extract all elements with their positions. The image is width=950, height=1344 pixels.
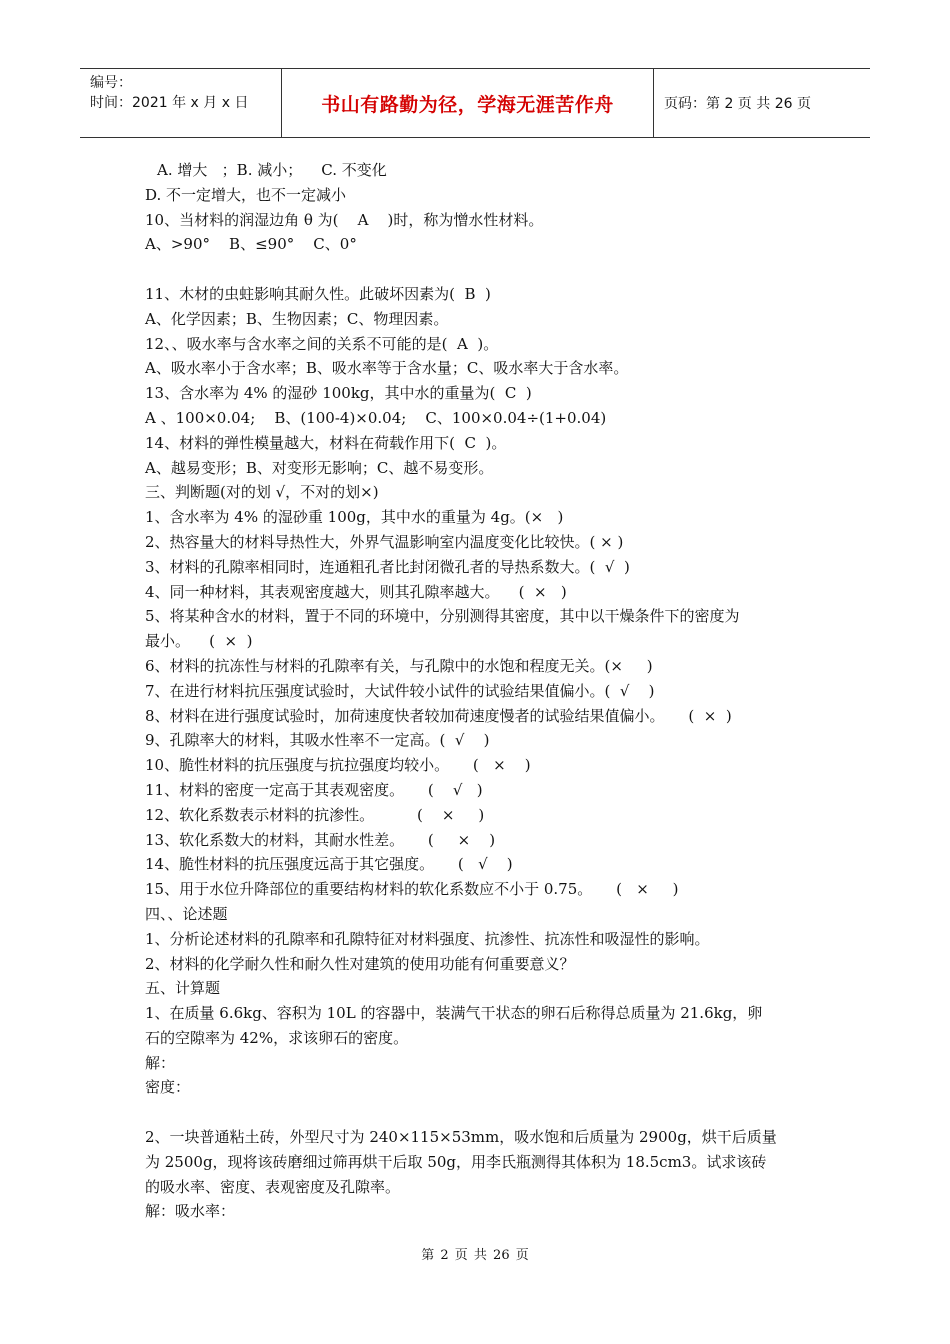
text-line: 解：: [145, 1053, 176, 1072]
text-line: 13、含水率为 4% 的湿砂 100kg，其中水的重量为( C ): [145, 384, 532, 403]
text-line: A、越易变形；B、对变形无影响；C、越不易变形。: [145, 458, 494, 477]
text-line: 的吸水率、密度、表观密度及孔隙率。: [145, 1177, 401, 1196]
text-line: 13、软化系数大的材料，其耐水性差。 ( × ): [145, 830, 496, 849]
text-line: 14、材料的弹性模量越大，材料在荷载作用下( C )。: [145, 433, 507, 452]
text-line: 6、材料的抗冻性与材料的孔隙率有关，与孔隙中的水饱和程度无关。(× ): [145, 656, 653, 675]
text-line: 15、用于水位升降部位的重要结构材料的软化系数应不小于 0.75。 ( × ): [145, 880, 679, 899]
text-line: 10、当材料的润湿边角 θ 为( A )时，称为憎水性材料。: [145, 210, 544, 229]
text-line: 5、将某种含水的材料，置于不同的环境中，分别测得其密度，其中以干燥条件下的密度为: [145, 607, 740, 626]
section-heading: 三、判断题(对的划 √，不对的划×): [145, 483, 379, 502]
text-line: A 、100×0.04; B、(100-4)×0.04; C、100×0.04÷(1+0.04): [145, 408, 607, 427]
blank-line: [145, 1100, 810, 1125]
text-line: 11、材料的密度一定高于其表观密度。 ( √ ): [145, 780, 483, 799]
text-line: 7、在进行材料抗压强度试验时，大试件较小试件的试验结果值偏小。( √ ): [145, 681, 655, 700]
header-motto: 书山有路勤为径，学海无涯苦作舟: [282, 69, 654, 137]
header-page-info: 页码：第 2 页 共 26 页: [664, 96, 811, 112]
text-line: 为 2500g，现将该砖磨细过筛再烘干后取 50g，用李氏瓶测得其体积为 18.5cm3。试求该砖: [145, 1152, 767, 1171]
text-line: A、化学因素；B、生物因素；C、物理因素。: [145, 309, 449, 328]
text-line: A、吸水率小于含水率；B、吸水率等于含水量；C、吸水率大于含水率。: [145, 359, 629, 378]
section-heading: 四、、论述题: [145, 904, 228, 923]
text-line: 2、热容量大的材料导热性大，外界气温影响室内温度变化比较快。( × ): [145, 532, 624, 551]
text-line: 14、脆性材料的抗压强度远高于其它强度。 ( √ ): [145, 855, 513, 874]
text-line: 12、、吸水率与含水率之间的关系不可能的是( A )。: [145, 334, 499, 353]
page-footer: 第 2 页 共 26 页: [421, 1248, 529, 1263]
header-meta: [80, 69, 282, 137]
text-line: A. 增大 ；B. 减小； C. 不变化: [157, 161, 387, 179]
section-heading: 五、计算题: [145, 979, 221, 998]
text-line: 解：吸水率：: [145, 1202, 236, 1221]
text-line: 最小。 ( × ): [145, 632, 253, 651]
text-line: 3、材料的孔隙率相同时，连通粗孔者比封闭微孔者的导热系数大。( √ ): [145, 557, 630, 576]
text-line: 9、孔隙率大的材料，其吸水性率不一定高。( √ ): [145, 731, 490, 750]
text-line: 密度：: [145, 1078, 191, 1097]
text-line: 10、脆性材料的抗压强度与抗拉强度均较小。 ( × ): [145, 756, 531, 775]
page-header: [80, 68, 870, 138]
text-line: 1、分析论述材料的孔隙率和孔隙特征对材料强度、抗渗性、抗冻性和吸湿性的影响。: [145, 929, 710, 948]
header-date: 时间：2021 年 x 月 x 日: [90, 95, 249, 111]
text-line: 2、一块普通粘土砖，外型尺寸为 240×115×53mm，吸水饱和后质量为 2900g，烘干后质量: [145, 1128, 777, 1147]
blank-line: [145, 257, 810, 282]
text-line: 石的空隙率为 42%，求该卵石的密度。: [145, 1028, 409, 1047]
header-number-label: 编号：: [90, 75, 132, 91]
text-line: 11、木材的虫蛀影响其耐久性。此破坏因素为( B ): [145, 284, 491, 303]
text-line: 4、同一种材料，其表观密度越大，则其孔隙率越大。 ( × ): [145, 582, 567, 601]
text-line: 1、在质量 6.6kg、容积为 10L 的容器中，装满气干状态的卵石后称得总质量为 21.6kg，卵: [145, 1004, 763, 1023]
text-line: D. 不一定增大，也不一定减小: [145, 185, 347, 204]
text-line: 8、材料在进行强度试验时，加荷速度快者较加荷速度慢者的试验结果值偏小。 ( × ): [145, 706, 732, 725]
text-line: 1、含水率为 4% 的湿砂重 100g，其中水的重量为 4g。(× ): [145, 508, 564, 527]
text-line: A、>90° B、≤90° C、0°: [145, 235, 357, 254]
text-line: 2、材料的化学耐久性和耐久性对建筑的使用功能有何重要意义？: [145, 954, 575, 973]
text-line: 12、软化系数表示材料的抗渗性。 ( × ): [145, 805, 485, 824]
document-body: [145, 158, 810, 1224]
